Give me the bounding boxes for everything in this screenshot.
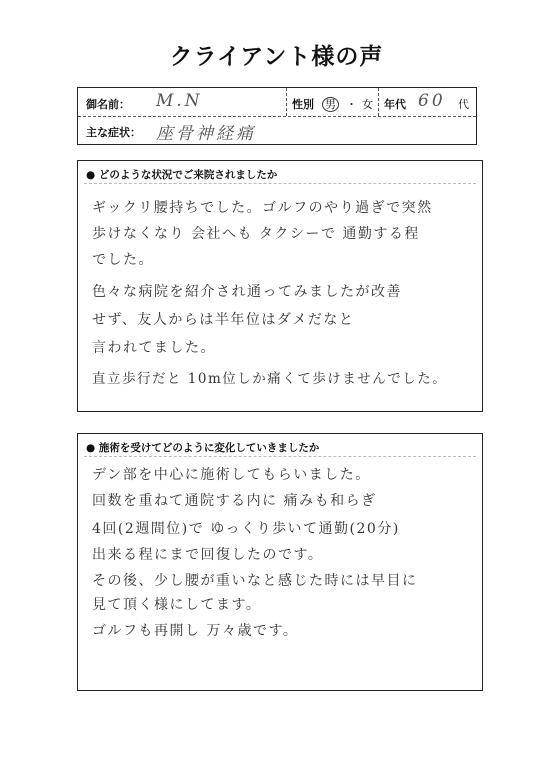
age-value: 60 [418,91,446,111]
answer-line: ゴルフも再開し 万々歳です。 [92,623,299,639]
divider [286,88,287,116]
answer-line: その後、少し腰が重いなと感じた時には早目に [92,573,418,589]
gender-female: 女 [362,98,373,111]
answer-line: 言われてました。 [92,340,216,356]
client-info-header [77,87,477,145]
name-label: 御名前： [86,98,130,111]
age-label: 年代 [384,98,406,111]
answer-line: 見て頂く様にしてます。 [92,597,262,613]
gender-separator: ・ [346,98,357,111]
gender-label: 性別 [292,98,314,111]
section-heading: ● 施術を受けてどのように変化していきましたか [86,442,320,454]
age-suffix: 代 [458,98,469,111]
answer-line: 4回(2週間位)で ゆっくり歩いて通勤(20分) [92,521,400,537]
info-row-symptom [78,116,476,144]
symptom-label: 主な症状： [86,126,141,139]
answer-line: 出来る程にまで回復したのです。 [92,547,324,563]
page-title: クライアント様の声 [169,44,384,70]
answer-line: ギックリ腰持ちでした。ゴルフのやり過ぎで突然 [92,200,433,216]
section-changes [77,433,483,691]
divider [84,183,476,184]
gender-male: 男 [322,96,339,112]
answer-line: 回数を重ねて通院する内に 痛みも和らぎ [92,493,377,509]
answer-line: 色々な病院を紹介され通ってみましたが改善 [92,284,402,300]
divider [378,88,379,116]
answer-line: 歩けなくなり 会社へも タクシーで 通勤する程 [92,226,420,242]
answer-line: でした。 [92,252,154,268]
section-visit-reason [77,160,483,412]
symptom-value: 座骨神経痛 [156,124,256,144]
answer-line: デン部を中心に施術してもらいました。 [92,467,371,483]
divider [84,456,476,457]
answer-line: せず、友人からは半年位はダメだなと [92,312,355,328]
section-heading: ● どのような状況でご来院されましたか [86,169,278,181]
answer-line: 直立歩行だと 10m位しか痛くて歩けませんでした。 [92,371,448,387]
name-value: M.N [156,91,203,111]
info-row-name [78,88,476,117]
